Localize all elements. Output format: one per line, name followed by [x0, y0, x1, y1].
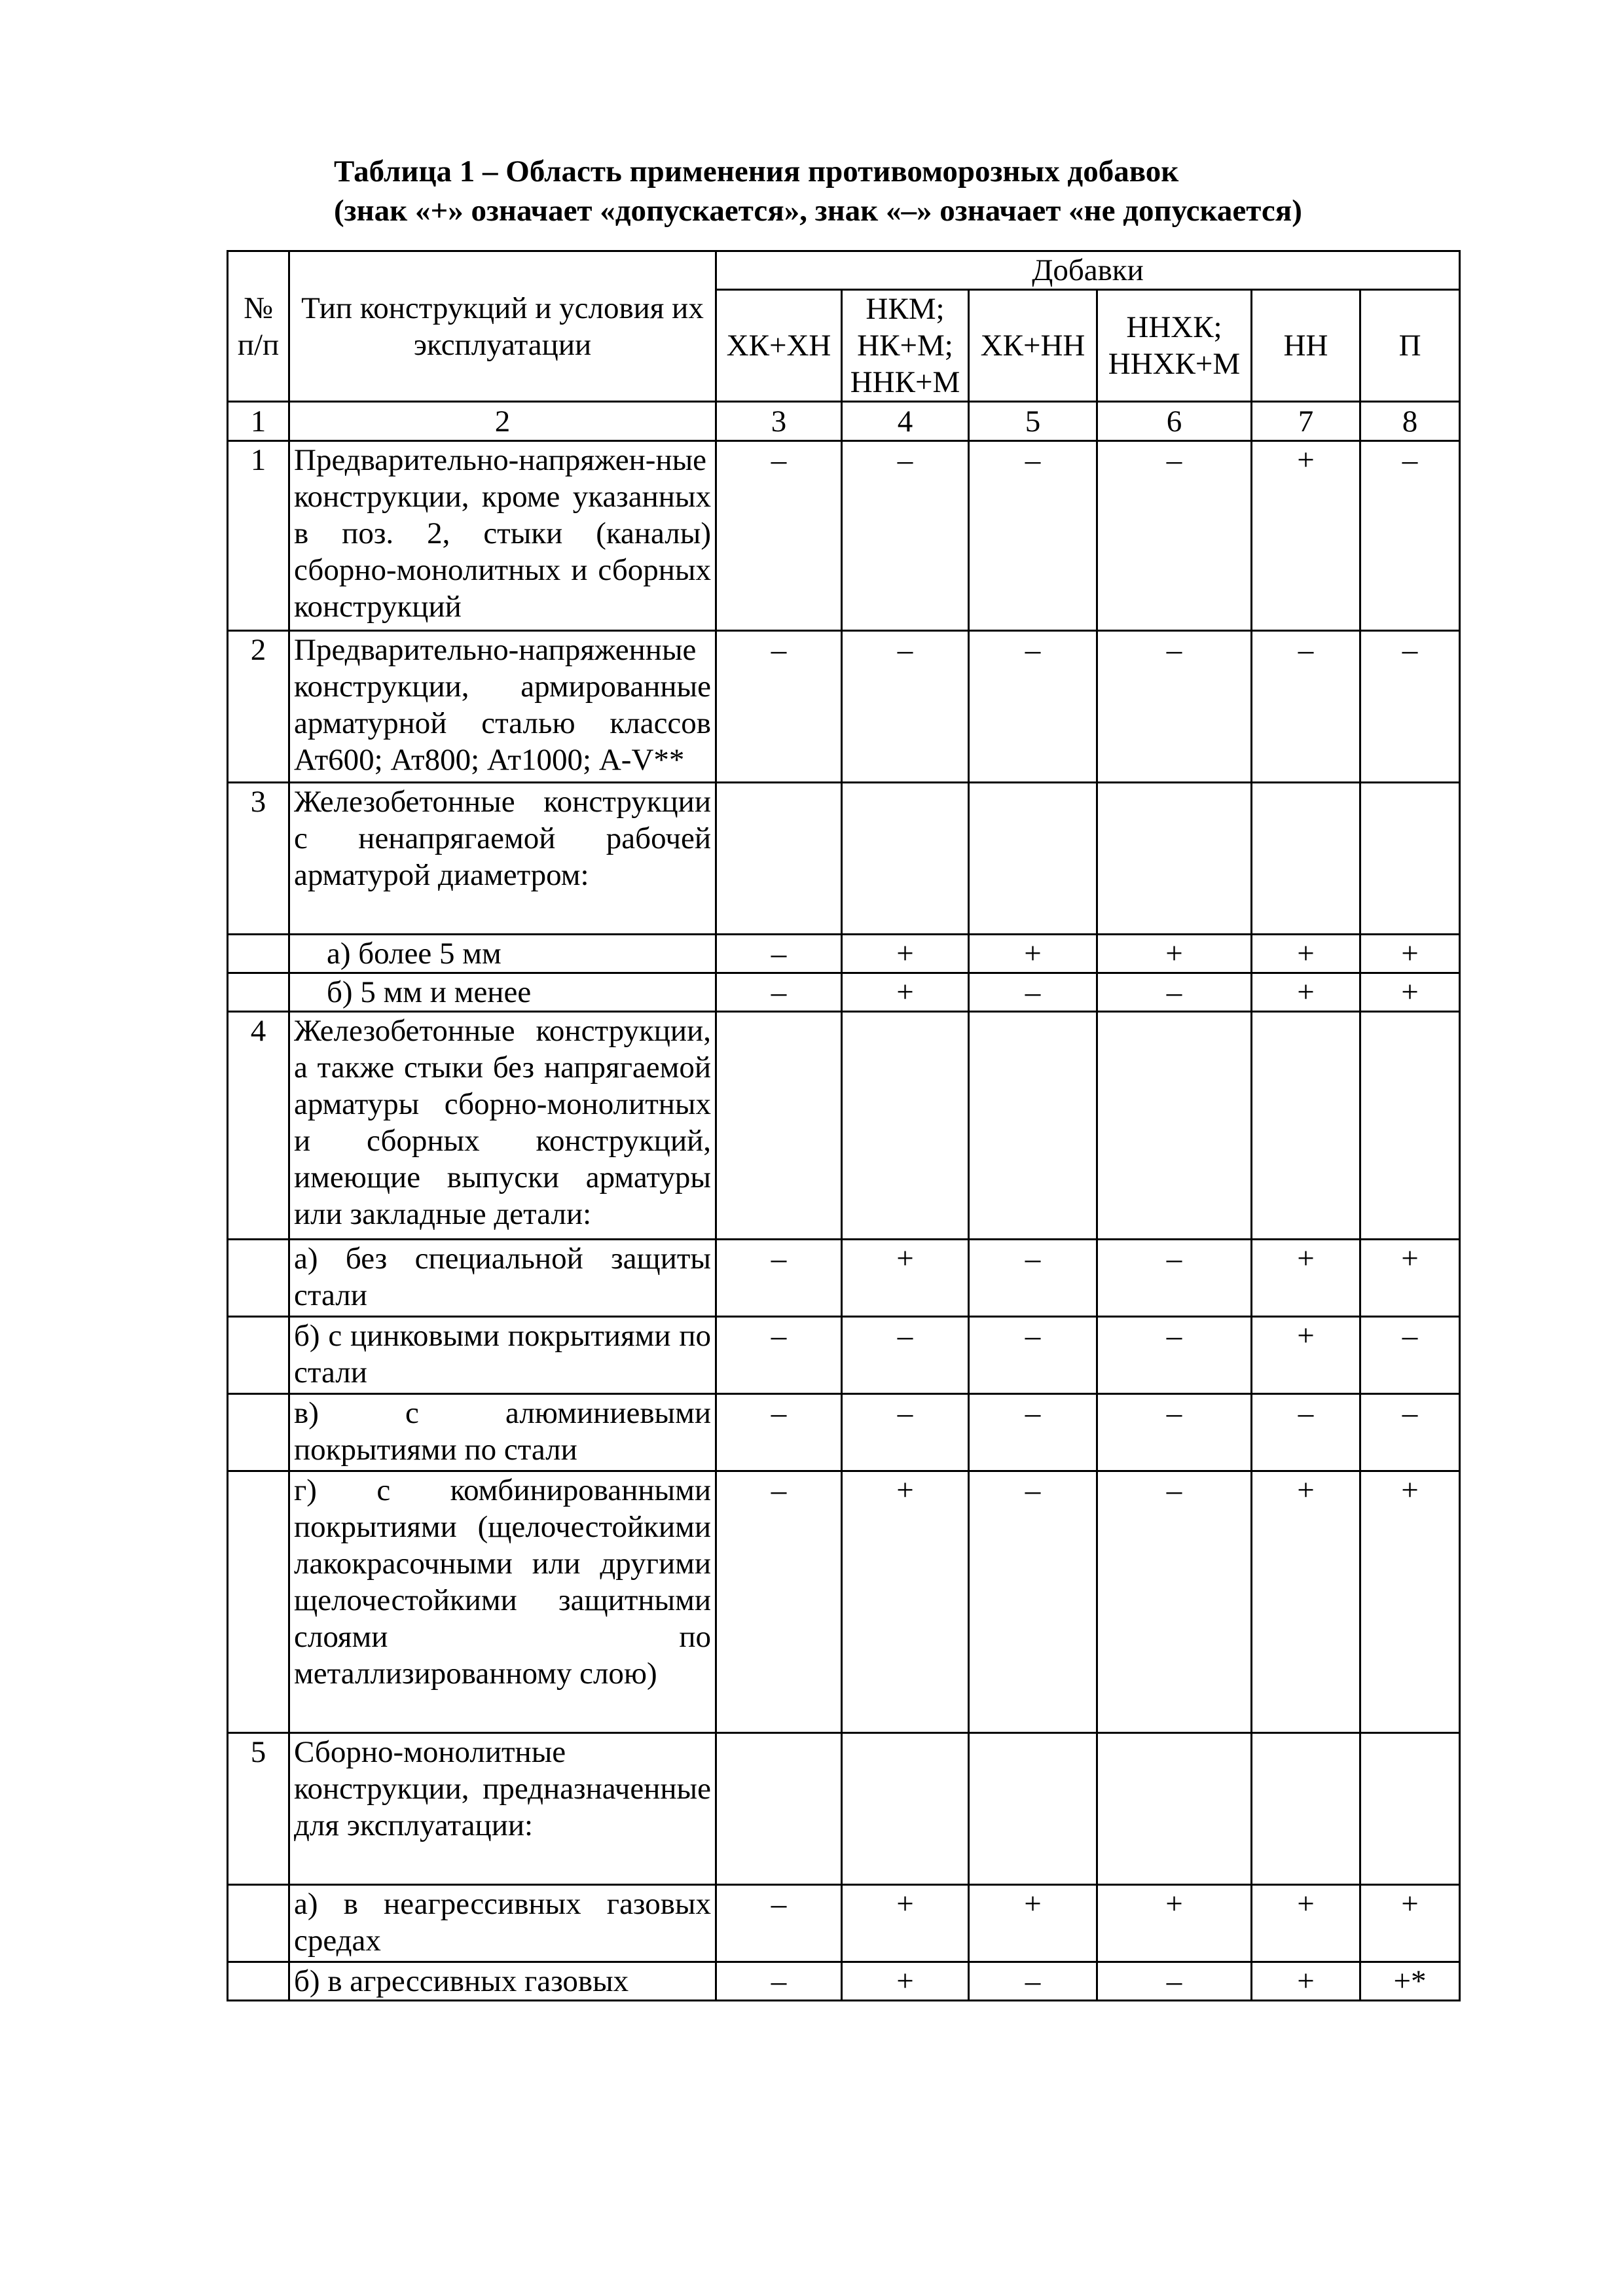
caption-line-2: (знак «+» означает «допускается», знак «–» означает «не допускается) [334, 194, 1302, 228]
header-type: Тип конструкций и условия их эксплуатации [289, 251, 716, 402]
table-row [228, 1317, 1460, 1394]
permission-mark [969, 783, 1097, 935]
permission-mark: + [842, 935, 969, 973]
permission-mark: – [1252, 631, 1360, 783]
table-row [228, 1240, 1460, 1317]
permission-mark: – [716, 441, 842, 631]
permission-mark [1097, 1733, 1252, 1885]
row-number: 2 [228, 631, 289, 783]
permission-mark: + [1252, 441, 1360, 631]
permission-mark: – [716, 1962, 842, 2001]
permission-mark: + [1360, 1240, 1460, 1317]
permission-mark: – [716, 973, 842, 1012]
permission-mark: – [969, 1471, 1097, 1733]
permission-mark: – [1360, 1394, 1460, 1471]
table-row [228, 973, 1460, 1012]
permission-mark: + [1252, 1240, 1360, 1317]
permission-mark: +* [1360, 1962, 1460, 2001]
permission-mark: + [842, 1962, 969, 2001]
permission-mark: + [1252, 1317, 1360, 1394]
table-caption [334, 152, 1302, 230]
row-description: в) с алюминиевыми покрытиями по стали [289, 1394, 716, 1471]
permission-mark: + [1360, 935, 1460, 973]
row-number: 5 [228, 1733, 289, 1885]
permission-mark [1360, 783, 1460, 935]
permission-mark [716, 1012, 842, 1240]
permission-mark [969, 1733, 1097, 1885]
row-description: а) в неагрессивных газовых средах [289, 1885, 716, 1962]
permission-mark: + [842, 1240, 969, 1317]
table-row [228, 441, 1460, 631]
permission-mark: + [969, 935, 1097, 973]
permission-mark [1097, 1012, 1252, 1240]
permission-mark: – [1097, 441, 1252, 631]
table-row [228, 1733, 1460, 1885]
header-col-2: НКМ; НК+М; ННК+М [842, 290, 969, 402]
permission-mark: + [842, 1471, 969, 1733]
permission-mark [842, 783, 969, 935]
caption-line-1: Таблица 1 – Область применения противоморозных добавок [334, 154, 1179, 188]
row-description: г) с комбинированными покрытиями (щелочестойкими лакокрасочными или другими щелочестойкими защитными слоями по металлизированному слою) [289, 1471, 716, 1733]
permission-mark: + [969, 1885, 1097, 1962]
row-number [228, 973, 289, 1012]
header-col-4: ННХК; ННХК+М [1097, 290, 1252, 402]
permission-mark: – [969, 631, 1097, 783]
row-number [228, 1471, 289, 1733]
header-additives-group: Добавки [716, 251, 1460, 290]
permission-mark [842, 1733, 969, 1885]
header-col-5: НН [1252, 290, 1360, 402]
permission-mark: – [1360, 441, 1460, 631]
table-row [228, 1962, 1460, 2001]
table-row [228, 783, 1460, 935]
permission-mark: + [1097, 1885, 1252, 1962]
permission-mark: – [969, 1317, 1097, 1394]
permission-mark [716, 1733, 842, 1885]
permission-mark: + [1097, 935, 1252, 973]
permission-mark: + [842, 1885, 969, 1962]
header-num: № п/п [228, 251, 289, 402]
permission-mark: – [1097, 1317, 1252, 1394]
permission-mark: – [716, 1885, 842, 1962]
permission-mark [1360, 1733, 1460, 1885]
permission-mark [1360, 1012, 1460, 1240]
permission-mark: – [1097, 973, 1252, 1012]
permission-mark: – [716, 1471, 842, 1733]
permission-mark: – [969, 1240, 1097, 1317]
permission-mark: + [1252, 935, 1360, 973]
table-row [228, 1012, 1460, 1240]
index-cell: 2 [289, 402, 716, 441]
row-description: б) с цинковыми покрытиями по стали [289, 1317, 716, 1394]
permission-mark: – [842, 1394, 969, 1471]
permission-mark: – [1097, 1240, 1252, 1317]
permission-mark: – [842, 631, 969, 783]
permission-mark: – [969, 1962, 1097, 2001]
permission-mark [1252, 1733, 1360, 1885]
additives-table [227, 250, 1461, 2001]
permission-mark: + [1360, 1885, 1460, 1962]
table-row [228, 631, 1460, 783]
permission-mark: – [1360, 631, 1460, 783]
permission-mark [1252, 1012, 1360, 1240]
permission-mark: – [969, 973, 1097, 1012]
row-description: Сборно-монолитные конструкции, предназначенные для эксплуатации: [289, 1733, 716, 1885]
index-cell: 1 [228, 402, 289, 441]
index-cell: 7 [1252, 402, 1360, 441]
permission-mark [1252, 783, 1360, 935]
permission-mark: – [1360, 1317, 1460, 1394]
permission-mark: – [716, 935, 842, 973]
row-number [228, 935, 289, 973]
permission-mark [716, 783, 842, 935]
permission-mark [1097, 783, 1252, 935]
header-col-6: П [1360, 290, 1460, 402]
index-cell: 8 [1360, 402, 1460, 441]
permission-mark: – [842, 1317, 969, 1394]
permission-mark: + [1252, 1885, 1360, 1962]
row-description: Предварительно-напряженные конструкции, армированные арматурной сталью классов Ат600; Ат800; Ат1000; А-V** [289, 631, 716, 783]
permission-mark [969, 1012, 1097, 1240]
permission-mark: + [1252, 1471, 1360, 1733]
permission-mark: – [842, 441, 969, 631]
row-description: б) 5 мм и менее [289, 973, 716, 1012]
header-col-1: ХК+ХН [716, 290, 842, 402]
permission-mark: – [1097, 1471, 1252, 1733]
header-row [228, 251, 1460, 290]
table-row [228, 1885, 1460, 1962]
table-row [228, 1394, 1460, 1471]
row-description: Железобетонные конструкции с ненапрягаемой рабочей арматурой диаметром: [289, 783, 716, 935]
permission-mark: + [1360, 1471, 1460, 1733]
table-row [228, 1471, 1460, 1733]
row-description: Железобетонные конструкции, а также стыки без напрягаемой арматуры сборно-монолитных и сборных конструкций, имеющие выпуски арматуры или закладные детали: [289, 1012, 716, 1240]
table-row [228, 935, 1460, 973]
index-cell: 6 [1097, 402, 1252, 441]
permission-mark: – [1097, 1394, 1252, 1471]
row-description: б) в агрессивных газовых [289, 1962, 716, 2001]
header-col-3: ХК+НН [969, 290, 1097, 402]
row-number [228, 1885, 289, 1962]
permission-mark: – [1252, 1394, 1360, 1471]
permission-mark: – [1097, 631, 1252, 783]
permission-mark: – [1097, 1962, 1252, 2001]
permission-mark [842, 1012, 969, 1240]
row-description: а) без специальной защиты стали [289, 1240, 716, 1317]
row-number: 1 [228, 441, 289, 631]
permission-mark: – [716, 1240, 842, 1317]
index-cell: 5 [969, 402, 1097, 441]
row-number [228, 1240, 289, 1317]
permission-mark: – [716, 631, 842, 783]
permission-mark: + [1360, 973, 1460, 1012]
permission-mark: + [842, 973, 969, 1012]
permission-mark: – [716, 1317, 842, 1394]
row-description: Предварительно-напряжен-ные конструкции, кроме указанных в поз. 2, стыки (каналы) сборно-монолитных и сборных конструкций [289, 441, 716, 631]
index-cell: 3 [716, 402, 842, 441]
permission-mark: – [969, 1394, 1097, 1471]
permission-mark: + [1252, 973, 1360, 1012]
row-number [228, 1394, 289, 1471]
index-cell: 4 [842, 402, 969, 441]
row-number: 4 [228, 1012, 289, 1240]
row-number [228, 1962, 289, 2001]
permission-mark: – [716, 1394, 842, 1471]
row-number [228, 1317, 289, 1394]
row-description: а) более 5 мм [289, 935, 716, 973]
permission-mark: + [1252, 1962, 1360, 2001]
permission-mark: – [969, 441, 1097, 631]
column-index-row [228, 402, 1460, 441]
row-number: 3 [228, 783, 289, 935]
